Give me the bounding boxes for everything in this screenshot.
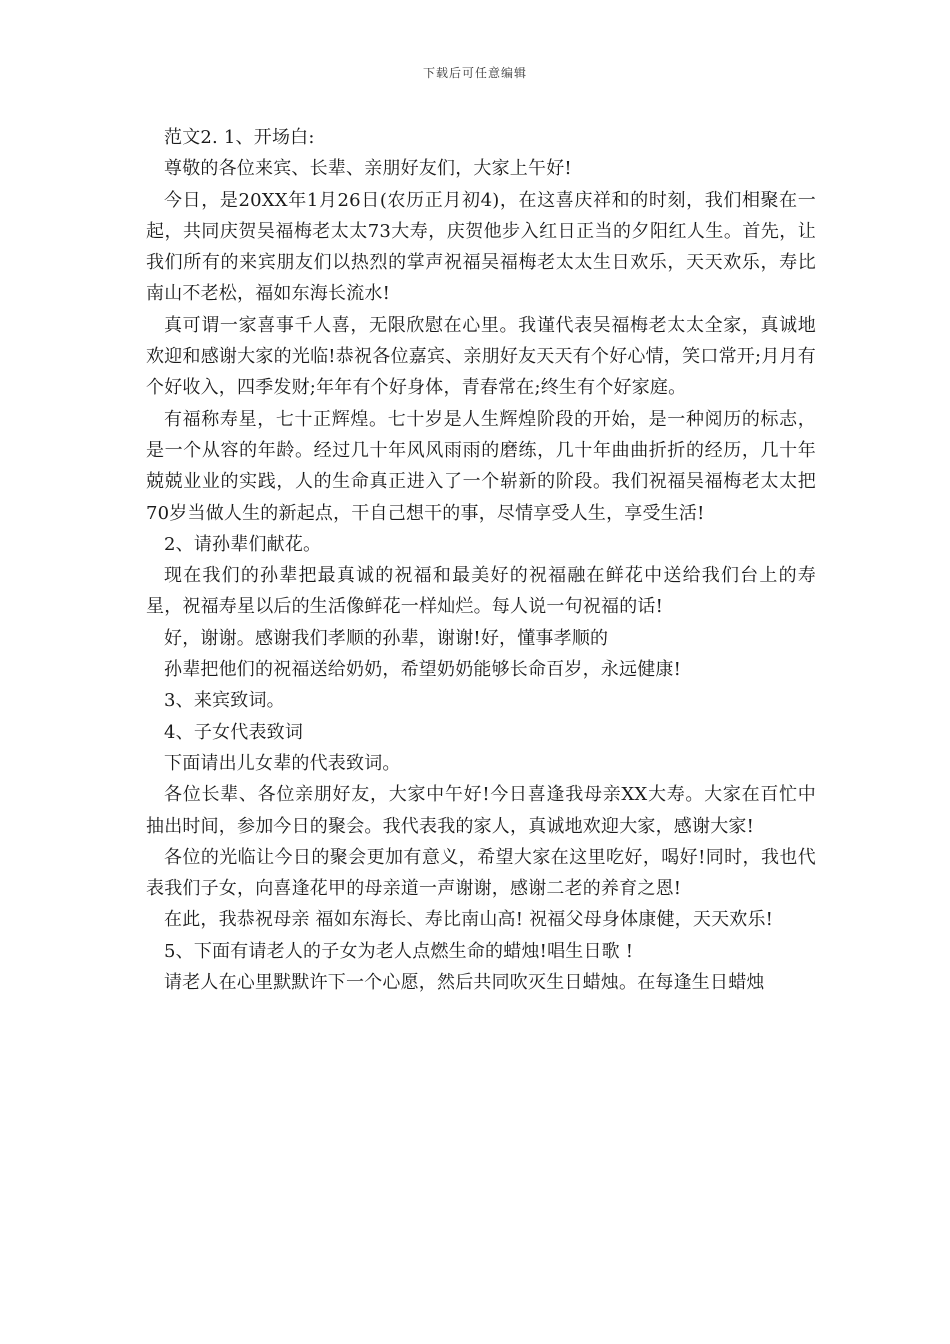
paragraph: 各位长辈、各位亲朋好友，大家中午好!今日喜逢我母亲XX大寿。大家在百忙中抽出时间，参加今日的聚会。我代表我的家人，真诚地欢迎大家，感谢大家!	[146, 784, 816, 837]
paragraph: 各位的光临让今日的聚会更加有意义，希望大家在这里吃好，喝好!同时，我也代表我们子女，向喜逢花甲的母亲道一声谢谢，感谢二老的养育之恩!	[146, 846, 816, 900]
paragraph: 在此，我恭祝母亲 福如东海长、寿比南山高! 祝福父母身体康健，天天欢乐!	[164, 909, 774, 931]
page-header: 下载后可任意编辑	[422, 66, 527, 80]
paragraph: 好，谢谢。感谢我们孝顺的孙辈，谢谢!好，懂事孝顺的	[164, 627, 609, 649]
paragraph: 有福称寿星，七十正辉煌。七十岁是人生辉煌阶段的开始，是一种阅历的标志，是一个从容的年龄。经过几十年风风雨雨的磨练，几十年曲曲折折的经历，几十年兢兢业业的实践，人的生命真正进入了一个崭新的阶段。我们祝福吴福梅老太太把70岁当做人生的新起点，干自己想干的事，尽情享受人生，享受生活!	[146, 408, 816, 524]
paragraph: 今日，是20XX年1月26日(农历正月初4)，在这喜庆祥和的时刻，我们相聚在一起，共同庆贺吴福梅老太太73大寿，庆贺他步入红日正当的夕阳红人生。首先，让我们所有的来宾朋友们以热烈的掌声祝福吴福梅老太太生日欢乐，天天欢乐，寿比南山不老松，福如东海长流水!	[146, 189, 816, 305]
paragraph: 5、下面有请老人的子女为老人点燃生命的蜡烛!唱生日歌 !	[164, 940, 634, 962]
paragraph: 尊敬的各位来宾、长辈、亲朋好友们，大家上午好!	[164, 158, 572, 180]
document-body	[146, 122, 816, 998]
paragraph: 现在我们的孙辈把最真诚的祝福和最美好的祝福融在鲜花中送给我们台上的寿星，祝福寿星以后的生活像鲜花一样灿烂。每人说一句祝福的话!	[146, 565, 816, 618]
paragraph: 3、来宾致词。	[164, 690, 285, 712]
paragraph: 4、子女代表致词	[164, 721, 304, 743]
paragraph: 2、请孙辈们献花。	[164, 533, 322, 555]
paragraph: 请老人在心里默默许下一个心愿，然后共同吹灭生日蜡烛。在每逢生日蜡烛	[164, 972, 765, 994]
paragraph: 真可谓一家喜事千人喜，无限欣慰在心里。我谨代表吴福梅老太太全家，真诚地欢迎和感谢大家的光临!恭祝各位嘉宾、亲朋好友天天有个好心情，笑口常开;月月有个好收入，四季发财;年年有个好身体，青春常在;终生有个好家庭。	[146, 314, 816, 399]
paragraph: 下面请出儿女辈的代表致词。	[164, 752, 401, 774]
section-heading: 范文2. 1、开场白:	[164, 127, 315, 148]
paragraph: 孙辈把他们的祝福送给奶奶，希望奶奶能够长命百岁，永远健康!	[164, 659, 682, 681]
